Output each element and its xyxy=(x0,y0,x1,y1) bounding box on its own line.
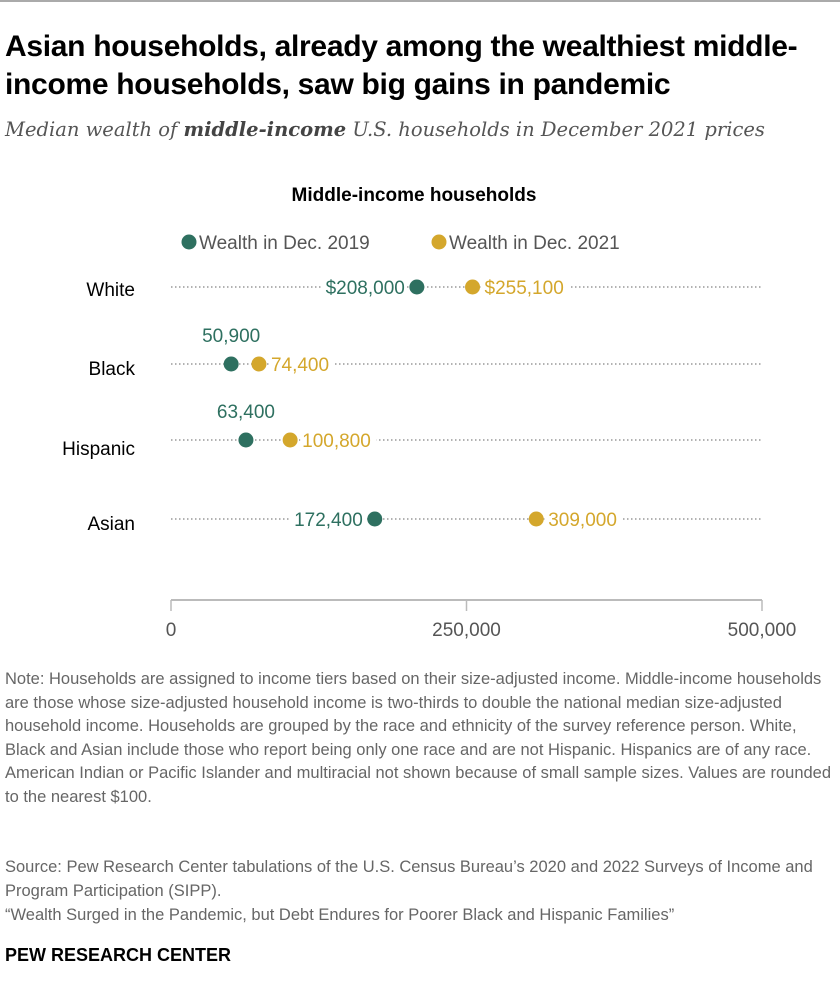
dot-2019 xyxy=(409,280,424,295)
category-label: Hispanic xyxy=(62,439,135,460)
data-label-2021: $255,100 xyxy=(484,278,564,299)
dot-2021 xyxy=(465,280,480,295)
chart-subtitle xyxy=(5,118,765,141)
dot-2021 xyxy=(529,512,544,527)
subtitle-post: U.S. households in December 2021 prices xyxy=(346,118,765,141)
subtitle-bold: middle-income xyxy=(183,118,347,141)
data-label-2019: 172,400 xyxy=(294,510,363,531)
x-tick-label: 500,000 xyxy=(727,620,797,641)
x-tick-label: 250,000 xyxy=(432,620,501,641)
data-label-2021: 100,800 xyxy=(302,431,371,452)
legend-marker-1 xyxy=(432,235,447,250)
x-tick-label: 0 xyxy=(165,620,177,641)
source: Source: Pew Research Center tabulations of the U.S. Census Bureau’s 2020 and 2022 Surveys of Income and Program Participation (SIPP). xyxy=(5,858,813,900)
dot-2019 xyxy=(224,357,239,372)
dot-2019 xyxy=(367,512,382,527)
dot-2019 xyxy=(238,433,253,448)
dot-2021 xyxy=(251,357,266,372)
data-label-2019: 63,400 xyxy=(216,402,276,423)
legend-label-1: Wealth in Dec. 2021 xyxy=(449,233,620,254)
legend-label-0: Wealth in Dec. 2019 xyxy=(199,233,370,254)
chart-title: Asian households, already among the wealthiest middle-income households, saw big gains in pandemic xyxy=(5,30,798,101)
data-label-2021: 309,000 xyxy=(548,510,617,531)
note: Note: Households are assigned to income tiers based on their size-adjusted income. Middle-income households are those whose size-adjusted household income is two-thirds to double the national median size-adjusted household income. Households are grouped by the race and ethnicity of the survey reference person. White, Black and Asian include those who report being only one race and are not Hispanic. Hispanics are of any race. American Indian or Pacific Islander and multiracial not shown because of small sample sizes. Values are rounded to the nearest $100. xyxy=(5,670,832,806)
category-label: White xyxy=(86,280,135,301)
legend-marker-0 xyxy=(182,235,197,250)
dot-2021 xyxy=(283,433,298,448)
data-label-2021: 74,400 xyxy=(270,355,330,376)
data-label-2019: $208,000 xyxy=(325,278,405,299)
pew-logo: PEW RESEARCH CENTER xyxy=(5,945,232,965)
category-label: Black xyxy=(88,359,135,380)
report-title: “Wealth Surged in the Pandemic, but Debt Endures for Poorer Black and Hispanic Families” xyxy=(5,906,675,924)
dot-chart xyxy=(0,170,840,650)
top-rule xyxy=(0,0,840,2)
subtitle-pre: Median wealth of xyxy=(5,118,184,141)
data-label-2019: 50,900 xyxy=(202,326,261,347)
category-label: Asian xyxy=(87,514,135,535)
chart-heading: Middle-income households xyxy=(291,185,537,206)
